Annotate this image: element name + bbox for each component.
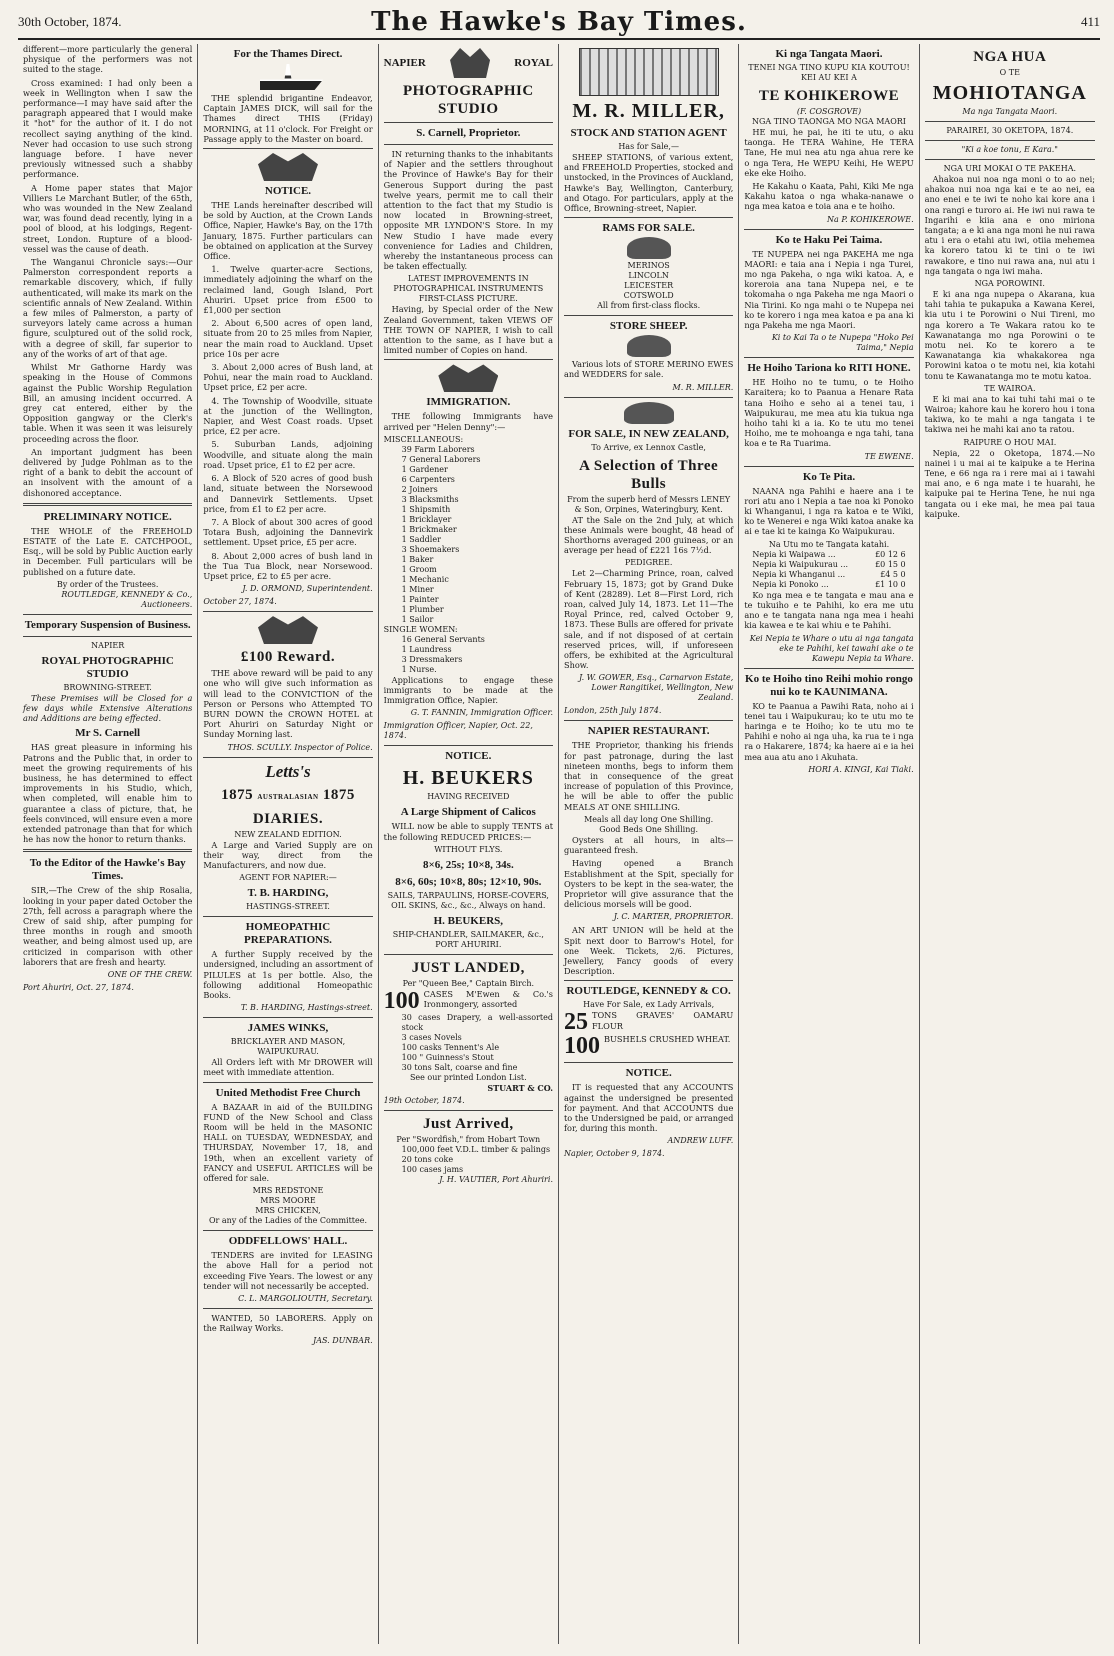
landed-100 <box>384 989 553 1013</box>
diary-heading: DIARIES. <box>252 810 324 827</box>
restaurant-oysters: Oysters at all hours, in alts—guaranteed fresh. <box>563 834 734 856</box>
arrived-sub: Per "Swordfish," from Hobart Town <box>396 1134 541 1144</box>
kohikerowe-text: HE mui, he pai, he iti te utu, o aku taonga. He TERA Wahine, He TERA Tane, He mui nea atu nga ahua rere ke o nga Tera, He WEPU Keihi, He WEPU eke eke Hoiho. <box>744 127 914 178</box>
divider <box>203 916 372 917</box>
restaurant-text: THE Proprietor, thanking his friends for past patronage, during the last nineteen months, begs to inform them that in consequence of the great increase of population of this Province, he will be able to offer the public MEALS AT ONE SHILLING. <box>563 740 734 812</box>
maori-heading: Ki nga Tangata Maori. <box>775 48 883 60</box>
section-text: E ki ana nga nupepa o Akarana, kua tahi tahia te pukapuka a Kawana Kerei, kia utu i te Porowini o Nui Tireni, mo nga korero a Te Wakara ratou ko te Kawanatanga mo nga Porowini o te motu nei. Ko te korero a te Kawanatanga kia whakakorea nga Porowini katoa o te motu nei, kia kotahi tonu te Kawanatanga mo te motu katoa. <box>924 289 1095 381</box>
divider <box>564 217 733 218</box>
studio-latest: LATEST IMPROVEMENTS IN PHOTOGRAPHICAL INSTRUMENTS <box>393 274 544 294</box>
divider <box>203 611 372 612</box>
diary-year-left: 1875 <box>221 786 254 803</box>
list-item: 6. A Block of 520 acres of good bush land, situate between the Norsewood and Dannevirk Settlements. Upset price, from £1 to £2 per acre. <box>203 473 373 514</box>
hoiho-heading: He Hoiho Tariona ko RITI HONE. <box>747 362 911 375</box>
column-6 <box>920 44 1100 1644</box>
pedigree-label: PEDIGREE. <box>624 558 673 568</box>
section-heading: TE WAIROA. <box>984 383 1036 393</box>
divider <box>564 1062 733 1063</box>
maori-sub: KEI AU KEI A <box>801 73 857 82</box>
studio-street: BROWNING-STREET. <box>63 682 152 692</box>
kohikerowe-sub: (F. COSGROVE) <box>796 107 862 116</box>
thames-heading: For the Thames Direct. <box>233 48 343 60</box>
list-item: 1 Gardener <box>401 464 448 474</box>
divider <box>384 745 553 746</box>
pita-heading: Ko Te Pita. <box>802 470 856 483</box>
beukers-prices: 8×6, 25s; 10×8, 34s. <box>422 858 514 871</box>
diary-text: A Large and Varied Supply are on their way, direct from the Manufacturers, and now due. <box>203 839 373 870</box>
list-item: 3 Dressmakers <box>401 654 463 664</box>
hoiho-text: HE Hoiho no te tumu, o te Hoiho Karaitera; ko to Paanua a Henare Rata tana Hoiho e seho ai a tenei tau, i Waipukurau, me mea atu kia tukua nga hoiho tahi ki a ia. Ko te utu mo tenei Hoiho, me te mohoanga e nga tahi, tana koa e te Ra Tuarima. <box>744 377 914 449</box>
maori-sub: TENEI NGA TINO KUPU KIA KOUTOU! <box>748 63 910 72</box>
prelim-by: By order of the Trustees. <box>56 579 159 589</box>
list-item: 30 tons Salt, coarse and fine <box>401 1062 518 1072</box>
immigration-text: THE following Immigrants have arrived per "Helen Denny":— <box>383 411 553 432</box>
article-text: Cross examined: I had only been a week in Wellington when I saw the performance—I may have said after the paragraph appeared that I would make it "hot" for the author of it. I do not recollect saying anything of the kind. Never had occasion to use such strong language before. I have never previously witnessed such a shabby performance. <box>23 77 193 180</box>
fare: £1 10 0 <box>875 579 906 589</box>
napier-label: NAPIER <box>91 640 125 650</box>
diary-small: AUSTRALASIAN <box>257 792 319 801</box>
table-row <box>752 570 905 580</box>
sheep-icon <box>627 335 671 357</box>
divider <box>203 148 372 149</box>
diary-agent-label: AGENT FOR NAPIER:— <box>239 873 337 883</box>
list-item: 30 cases Drapery, a well-assorted stock <box>401 1012 553 1032</box>
mohiotanga-motto: "Ki a koe tonu, E Kara." <box>961 145 1058 154</box>
bulls-heading: A Selection of Three Bulls <box>579 457 719 492</box>
table-row <box>752 560 905 570</box>
beukers-signature: H. BEUKERS, <box>433 914 504 927</box>
beukers-sub: HAVING RECEIVED <box>427 792 510 802</box>
list-item: 1 Sailor <box>401 614 434 624</box>
thames-text: THE splendid brigantine Endeavor, Captain JAMES DICK, will sail for the Thames direct THIS (Friday) MORNING, at 11 o'clock. For Freight or Passage apply to the Master on board. <box>203 93 373 144</box>
letter-place: Port Ahuriri, Oct. 27, 1874. <box>23 983 134 993</box>
rongo-signature: HORI A. KINGI, Kai Tiaki. <box>808 764 914 774</box>
notice-text: THE Lands hereinafter described will be sold by Auction, at the Crown Lands Office, Napier, Hawke's Bay, on the 17th January, 1875. Further particulars can be obtained on application at the Survey Office. <box>203 200 373 262</box>
notice-signature: J. D. ORMOND, Superintendent. <box>242 584 373 594</box>
pita-price-table <box>744 550 913 590</box>
routledge-number-text: TONS GRAVES' OAMARU FLOUR <box>591 1010 734 1031</box>
land-lots-list <box>203 264 372 581</box>
methodist-name: MRS REDSTONE <box>252 1186 324 1196</box>
ram-breed: MERINOS <box>627 261 670 271</box>
carnell-text: HAS great pleasure in informing his Patrons and the Public that, in order to meet the growing requirements of his business, he has determined to effect improvements in his Studio, which, when completed, will enable him to guarantee a class of picture, that, he feels convinced, will ensure even a more extended patronage than that for which he has now the honor to return thanks. <box>23 742 193 845</box>
list-item: 1 Baker <box>401 554 434 564</box>
divider <box>564 980 733 981</box>
pita-text-2: Ko nga mea e te tangata e mau ana e te tukuiho e te Pahihi, ko era me utu ano e te tangata nana nga mea i heahi kia kawea e te kai whiu e te Pahihi. <box>744 589 914 631</box>
winks-text: All Orders left with Mr DROWER will meet with immediate attention. <box>203 1057 373 1078</box>
restaurant-text-2: Having opened a Branch Establishment at the Spit, specially for Oysters to be kept in the sea-water, the Proprietor will give assurance that the delicious morsels will be good. <box>563 858 734 910</box>
misc-label: MISCELLANEOUS: <box>383 434 464 444</box>
royal-crest <box>384 48 553 78</box>
article-text: different—more particularly the general physique of the performers was not suited to the stage. <box>23 44 193 75</box>
list-item: 1 Mechanic <box>401 574 449 584</box>
divider <box>384 954 553 955</box>
divider <box>564 720 733 721</box>
table-row <box>752 550 905 560</box>
page-number: 411 <box>1080 14 1100 29</box>
article-text: Whilst Mr Gathorne Hardy was speaking in the House of Commons against the Public Worship Regulation Bill, an amusing incident occurred. A grey cat entered, either by the Opposition gangway or the Clerk's table. When it was seen it was leisurely proceeding across the floor. <box>23 362 193 444</box>
divider <box>744 357 913 358</box>
mohiotanga-subtitle: Ma nga Tangata Maori. <box>962 107 1058 116</box>
list-item: 6 Carpenters <box>401 474 455 484</box>
letts-brand: Letts's <box>265 761 311 781</box>
single-women-label: SINGLE WOMEN: <box>383 624 458 634</box>
diary-year-right: 1875 <box>322 786 355 803</box>
section-heading: NGA URI MOKAI O TE PAKEHA. <box>943 164 1077 173</box>
routledge-number-text: BUSHELS CRUSHED WHEAT. <box>603 1034 731 1045</box>
diary-agent-street: HASTINGS-STREET. <box>246 902 330 912</box>
routledge-number: 100 <box>563 1033 600 1060</box>
route: Nepia ki Waipawa ... <box>752 549 836 559</box>
studio-notice: These Premises will be Closed for a few days while Extensive Alterations and Additions are being effected. <box>23 692 193 724</box>
divider <box>23 503 192 506</box>
list-item: 8. About 2,000 acres of bush land in the Tua Tua Block, near Norsewood. Upset price, £2 to £5 per acre. <box>203 550 373 581</box>
winks-heading: JAMES WINKS, <box>247 1022 329 1035</box>
crown-emblem-icon <box>438 364 498 392</box>
letter-heading: To the Editor of the Hawke's Bay Times. <box>29 857 186 883</box>
beukers-text: WILL now be able to supply TENTS at the following REDUCED PRICES:— <box>383 821 553 842</box>
landed-list <box>384 1013 553 1073</box>
haku-heading: Ko te Haku Pei Taima. <box>775 233 883 246</box>
list-item: 5. Suburban Lands, adjoining Woodville, and situate along the main road. Upset price, £1 to £2 per acre. <box>203 439 373 470</box>
restaurant-meals: Meals all day long One Shilling. <box>584 814 714 824</box>
letter-signature: ONE OF THE CREW. <box>107 970 193 980</box>
notice-date: October 27, 1874. <box>203 597 277 607</box>
list-item: 1 Shipsmith <box>401 504 451 514</box>
wanted-text: WANTED, 50 LABORERS. Apply on the Railway Works. <box>203 1313 373 1334</box>
column-4 <box>559 44 739 1644</box>
divider <box>744 668 913 669</box>
divider <box>925 121 1095 122</box>
trades-list <box>384 445 553 625</box>
divider <box>744 466 913 467</box>
section-heading: RAIPURE O HOU MAI. <box>963 437 1057 447</box>
divider <box>925 159 1095 160</box>
column-2 <box>198 44 378 1644</box>
reward-heading: £100 Reward. <box>240 649 336 666</box>
nga-hua: NGA HUA <box>973 49 1047 65</box>
beukers-sails: SAILS, TARPAULINS, HORSE-COVERS, OIL SKINS, &c., &c., Always on hand. <box>387 890 549 910</box>
diary-sub: NEW ZEALAND EDITION. <box>234 829 342 839</box>
immigration-heading: IMMIGRATION. <box>426 396 511 409</box>
divider <box>203 757 372 758</box>
notice-text: IT is requested that any ACCOUNTS against the undersigned be presented for payment. And that ACCOUNTS due to the Undersigned be paid, or arranged for, during this month. <box>563 1082 734 1134</box>
hoiho-signature: TE EWENE. <box>864 451 914 461</box>
routledge-100 <box>564 1034 733 1058</box>
divider <box>384 359 553 360</box>
list-item: 1 Plumber <box>401 604 444 614</box>
notice-heading: NOTICE. <box>264 185 312 198</box>
section-text: E ki mai ana to kai tuhi tahi mai o te Wairoa; kahore kau he korero hou i tona takiwa, ko te mahi a nga tangata i te takiwa nei he mahi kai ano ta ratou. <box>924 393 1095 435</box>
list-item: 100 " Guinness's Stout <box>401 1052 494 1062</box>
landed-heading: JUST LANDED, <box>411 959 525 976</box>
bull-icon <box>624 402 674 424</box>
miller-has: Has for Sale,— <box>618 142 679 151</box>
napier-word: NAPIER <box>383 56 426 69</box>
kohikerowe-text-2: He Kakahu o Kaata, Pahi, Kiki Me nga Kakahu katoa o nga whaka-nanawe o nga mea katoa e toia ana e te hoiho. <box>744 181 914 212</box>
list-item: 3 Shoemakers <box>401 544 460 554</box>
miller-heading: M. R. MILLER, <box>572 100 725 122</box>
list-item: 1 Saddler <box>401 534 441 544</box>
routledge-number: 25 <box>563 1009 588 1036</box>
immigration-signature: G. T. FANNIN, Immigration Officer. <box>410 708 553 718</box>
diary-agent: T. B. HARDING, <box>247 887 329 900</box>
routledge-sub: Have For Sale, ex Lady Arrivals, <box>583 1000 715 1010</box>
divider <box>564 397 733 398</box>
restaurant-heading: NAPIER RESTAURANT. <box>587 725 710 738</box>
list-item: 1 Bricklayer <box>401 514 452 524</box>
notice-place: Napier, October 9, 1874. <box>563 1149 665 1159</box>
landed-date: 19th October, 1874. <box>383 1095 465 1105</box>
list-item: 3. About 2,000 acres of Bush land, at Pohui, near the main road to Auckland. Upset price, £2 per acre. <box>203 362 373 393</box>
store-text: Various lots of STORE MERINO EWES and WEDDERS for sale. <box>563 359 734 380</box>
list-item: 1 Laundress <box>401 644 452 654</box>
issue-date: 30th October, 1874. <box>18 14 122 29</box>
studio-heading: PHOTOGRAPHIC STUDIO <box>402 83 534 117</box>
beukers-signature-sub: SHIP-CHANDLER, SAILMAKER, &c., PORT AHURIRI. <box>392 929 544 949</box>
list-item: 39 Farm Laborers <box>401 444 475 454</box>
landed-number: 100 <box>383 987 420 1014</box>
landed-sub: Per "Queen Bee," Captain Birch. <box>402 978 535 988</box>
letter-text: SIR,—The Crew of the ship Rosalia, looking in your paper dated October the 27th, fell across a paragraph where the Crew of said ship, after pumping for three months in rough and smooth weather, and being almost used up, are criticized in comparison with other laborers that are fresh and hearty. <box>23 885 193 967</box>
haku-signature: Ki to Kai Ta o te Nupepa "Hoko Pei Taima," Nepia <box>771 333 914 353</box>
ship-icon <box>253 64 323 90</box>
store-signature: M. R. MILLER. <box>672 382 734 392</box>
pedigree-text: Let 2—Charming Prince, roan, calved February 15, 1873; got by Grand Duke of Kent (28289). Let 8—First Lord, rich roan, calved July 14, 1873. Let 11—The Royal Prince, red, calved October 9, 1873. These Bulls are offered for private sale, and if not disposed of at certain reserved prices, will, if unforeseen offers, be exhibited at the Agricultural Show. <box>563 568 734 671</box>
list-item: 2 Joiners <box>401 484 438 494</box>
column-1 <box>18 44 198 1644</box>
royal-word: ROYAL <box>514 56 553 69</box>
list-item: 100 cases jams <box>401 1164 464 1174</box>
divider <box>23 614 192 615</box>
divider <box>564 315 733 316</box>
restaurant-beds: Good Beds One Shilling. <box>599 824 699 834</box>
divider <box>203 1082 372 1083</box>
arrived-list <box>384 1145 553 1175</box>
list-item: 7 General Laborers <box>401 454 481 464</box>
list-item: 7. A Block of about 300 acres of good Totara Bush, adjoining the Dannevirk settlement. Upset price, £5 per acre. <box>203 516 373 548</box>
prelim-signature: ROUTLEDGE, KENNEDY & Co., Auctioneers. <box>61 589 193 609</box>
divider <box>384 144 553 145</box>
shop-illustration-icon <box>579 48 719 96</box>
newspaper-title: The Hawke's Bay Times. <box>371 7 747 37</box>
list-item: 1 Brickmaker <box>401 524 457 534</box>
reward-signature: THOS. SCULLY. Inspector of Police. <box>227 742 373 752</box>
landed-number-text: CASES M'Ewen & Co.'s Ironmongery, assorted <box>423 988 553 1010</box>
divider <box>23 636 192 637</box>
list-item: 1. Twelve quarter-acre Sections, immediately adjoining the wharf on the reclaimed land, Gough Island, Port Ahuriri. Upset price from £500 to £1,000 per section <box>203 264 373 316</box>
methodist-close: Or any of the Ladies of the Committee. <box>208 1216 368 1226</box>
divider <box>744 229 913 230</box>
routledge-heading: ROUTLEDGE, KENNEDY & CO. <box>566 985 731 998</box>
mohiotanga-title: MOHIOTANGA <box>932 82 1087 104</box>
reward-text: THE above reward will be paid to any one who will give such information as will lead to the CONVICTION of the Person or Persons who Attempted TO BURN DOWN the CROWN HOTEL at Port Ahuriri on Saturday Night or Sunday Morning last. <box>203 668 373 740</box>
list-item: 3 cases Novels <box>401 1032 462 1042</box>
o-te: O TE <box>999 68 1020 77</box>
article-text: A Home paper states that Major Villiers Le Marchant Butler, of the 65th, who was wounded in the New Zealand war, was found dead recently, lying in a pool of blood, at his lodgings, Regent-street, London. Rupture of a blood-vessel was the cause of death. <box>23 182 193 254</box>
list-item: 100 casks Tennent's Ale <box>401 1042 500 1052</box>
women-list <box>384 635 553 675</box>
arrived-signature: J. H. VAUTIER, Port Ahuriri. <box>439 1174 553 1184</box>
section-text: Ahakoa nui noa nga moni o to ao nei; ahakoa nui noa nga kai e te ao nei, ea ano enei e te iwi te noho kai kore ana i ona rangi e turoro ai. He iwi nui rawa te Ingarihi e kiia ana e ono miriona tangata; a e ki ana nga moni he nui rawa atu i era o etahi atu iwi, otiia mehemea ka korero tatou ki te tini o te iwi rawakore, e tino nui rawa ana, nui atu i nga tangata o nga iwi maha. <box>924 174 1095 276</box>
list-item: 3 Blacksmiths <box>401 494 459 504</box>
rongo-heading: Ko te Hoiho tino Reihi mohio rongo nui ko te KAUNIMANA. <box>745 672 913 698</box>
list-item: 20 tons coke <box>401 1154 454 1164</box>
mohiotanga-date: PARAIREI, 30 OKETOPA, 1874. <box>946 126 1074 135</box>
divider <box>384 122 553 123</box>
fare: £0 15 0 <box>875 559 906 569</box>
store-heading: STORE SHEEP. <box>609 320 688 333</box>
methodist-name: MRS CHICKEN, <box>255 1206 321 1216</box>
list-item: 1 Miner <box>401 584 434 594</box>
notice-heading: NOTICE. <box>625 1067 672 1080</box>
landed-signature: STUART & CO. <box>487 1082 553 1093</box>
immigration-close: Applications to engage these immigrants to be made at the Immigration Office, Napier. <box>383 674 553 706</box>
sale-heading: FOR SALE, IN NEW ZEALAND, <box>568 427 729 440</box>
masthead <box>18 7 1100 40</box>
article-text: An important judgment has been delivered by Judge Pohlman as to the right of a bank to debit the account of an insolvent with the amount of a dishonored acceptance. <box>23 446 193 498</box>
landed-close: See our printed London List. <box>409 1072 527 1082</box>
route: Nepia ki Ponoko ... <box>752 579 829 589</box>
studio-text: IN returning thanks to the inhabitants of Napier and the settlers throughout the Province of Hawke's Bay for their Generous Support during the past twelve years, permit me to call their attention to the fact that my Studio is now located in Browning-street, opposite MR LYNDON'S Store. In my New Studio I have made every convenience for Ladies and Children, whereby the instantaneous process can be taken effectually. <box>383 149 553 272</box>
bulls-sub: From the superb herd of Messrs LENEY & Son, Orpines, Wateringbury, Kent. <box>567 494 731 514</box>
prelim-notice-heading: PRELIMINARY NOTICE. <box>43 510 172 523</box>
list-item: 100,000 feet V.D.L. timber & palings <box>401 1144 551 1154</box>
miller-sub: STOCK AND STATION AGENT <box>570 127 727 139</box>
art-union-text: AN ART UNION will be held at the Spit next door to Barrow's Hotel, for one Week. Tickets, 2/6. Pictures, Jewellery, Fancy goods of every Description. <box>563 925 734 977</box>
beukers-prices: 8×6, 60s; 10×8, 80s; 12×10, 90s. <box>395 875 542 888</box>
homeo-signature: T. B. HARDING, Hastings-street. <box>240 1003 373 1013</box>
divider <box>925 140 1095 141</box>
list-item: 4. The Township of Woodville, situate at the junction of the Wellington, Napier, and West Coast roads. Upset price, £2 per acre. <box>203 395 373 437</box>
crown-emblem-icon <box>258 153 318 181</box>
fare: £4 5 0 <box>880 569 906 579</box>
methodist-text: A BAZAAR in aid of the BUILDING FUND of the New School and Class Room will be held in the MASONIC HALL on TUESDAY, WEDNESDAY, and THURSDAY, November 17, 18, and 19th, when an excellent variety of FANCY and USEFUL ARTICLES will be offered for sale. <box>203 1101 373 1183</box>
bulls-text: AT the Sale on the 2nd July, at which these Animals were bought, 48 head of Shorthorns averaged 200 guineas, or an average per head of £221 16s 7½d. <box>563 514 734 556</box>
royal-crest-icon <box>450 48 490 78</box>
pita-text: NAANA nga Pahihi e haere ana i te rori atu ano i Nepia a tae noa ki Ponoko ki Whanganui, i nga ra katoa e te Wiki, ko te Wenerei e nga Wiki katoa anake ka ai e tae ki te kainga Ko Waipukurau. <box>744 485 914 537</box>
prelim-notice-text: THE WHOLE of the FREEHOLD ESTATE of the Late E. CATCHPOOL, Esq., will be sold by Public Auction early in December. Full particulars will be published on a future date. <box>23 525 193 577</box>
divider <box>384 1110 553 1111</box>
kohikerowe-signature: Na P. KOHIKEROWE. <box>827 214 914 224</box>
divider <box>203 1017 372 1018</box>
haku-text: TE NUPEPA nei nga PAKEHA me nga MAORI: e taia ana i Nepia i nga Turei, mo nga Pakeha, o nga wiki katoa. A, e koreroia ana tana Nupepa nei, e te tokomaha o nga Pakeha me nga Maori o Nia Tirini. Ko nga mahi o te Nupepa nei ko te korero i nga mea katoa e pa ana ki nga Pakeha me nga Maori. <box>744 248 914 331</box>
pita-prices-label: Na Utu mo te Tangata katahi. <box>768 539 890 549</box>
arrived-heading: Just Arrived, <box>422 1115 514 1132</box>
pita-signature: Kei Nepia te Whare o utu ai nga tangata eke te Pahihi, kei tawahi ake o te Kawepu Nepia ta Whare. <box>749 633 914 663</box>
notice-signature: ANDREW LUFF. <box>667 1136 734 1146</box>
gower-place: London, 25th July 1874. <box>563 706 662 716</box>
column-5 <box>739 44 919 1644</box>
oddfellows-heading: ODDFELLOWS' HALL. <box>228 1235 348 1248</box>
section-heading: NGA POROWINI. <box>974 279 1045 289</box>
column-3 <box>379 44 559 1644</box>
sale-sub: To Arrive, ex Lennox Castle, <box>591 442 706 452</box>
divider <box>23 849 192 852</box>
beukers-heading: H. BEUKERS <box>402 767 534 790</box>
list-item: 1 Nurse. <box>401 664 437 674</box>
list-item: 1 Groom <box>401 564 437 574</box>
winks-place: WAIPUKURAU. <box>257 1047 319 1057</box>
methodist-heading: United Methodist Free Church <box>215 1086 361 1099</box>
studio-text-2: Having, by Special order of the New Zealand Government, taken VIEWS OF THE TOWN OF NAPIER, I wish to call attention to the same, as I have but a limited number of Copies on hand. <box>383 304 553 356</box>
ram-breed: COTSWOLD <box>623 291 674 301</box>
list-item: 2. About 6,500 acres of open land, situate from 20 to 25 miles from Napier, near the main road to Auckland. Upset price 10s per acre <box>203 318 373 359</box>
crown-emblem-icon <box>258 616 318 644</box>
list-item: 16 General Servants <box>401 634 485 644</box>
homeo-text: A further Supply received by the undersigned, including an assortment of PILULES at 1s per bottle. Also, the following additional Homeopathic Books. <box>203 949 373 1000</box>
winks-sub: BRICKLAYER AND MASON, <box>230 1037 346 1047</box>
gower-signature: J. W. GOWER, Esq., Carnarvon Estate, Lower Rangitikei, Wellington, New Zealand. <box>579 673 734 703</box>
immigration-place: Immigration Officer, Napier, Oct. 22, 1874. <box>383 721 533 741</box>
beukers-calicos: A Large Shipment of Calicos <box>400 806 536 819</box>
temporary-suspension-heading: Temporary Suspension of Business. <box>24 618 191 631</box>
kohikerowe-heading: TE KOHIKEROWE <box>758 88 900 104</box>
route: Nepia ki Waipukurau ... <box>752 559 849 569</box>
divider <box>203 1230 372 1231</box>
studio-first: FIRST-CLASS PICTURE. <box>418 294 518 304</box>
miller-text: SHEEP STATIONS, of various extent, and FREEHOLD Properties, stocked and unstocked, in the Provinces of Auckland, Hawke's Bay, Wellington, Canterbury, and Otago. For particulars, apply at the Office, Browning-street, Napier. <box>563 152 734 214</box>
homeo-heading: HOMEOPATHIC PREPARATIONS. <box>244 921 332 947</box>
columns <box>18 44 1100 1644</box>
wanted-signature: JAS. DUNBAR. <box>313 1336 373 1346</box>
ram-breed: LEICESTER <box>624 281 674 291</box>
table-row <box>752 580 905 590</box>
oddfellows-text: TENDERS are invited for LEASING the above Hall for a period not exceeding Five Years. The lowest or any tender will not necessarily be accepted. <box>203 1250 373 1291</box>
studio-proprietor: S. Carnell, Proprietor. <box>416 127 521 139</box>
article-text: The Wanganui Chronicle says:—Our Palmerston correspondent reports a remarkable discovery, which, if fully authenticated, will make its mark on the scientific annals of New Zealand. Within a few miles of Palmerston, a party of surveyors lately came across a human figure, sculptured out of the solid rock, with a degree of skill, far superior to any of the works of art of that age. <box>23 257 193 359</box>
kohikerowe-sub-2: NGA TINO TAONGA MO NGA MAORI <box>751 117 906 126</box>
beukers-without: WITHOUT FLYS. <box>434 844 503 854</box>
carnell-heading: Mr S. Carnell <box>75 727 141 740</box>
methodist-name: MRS MOORE <box>260 1196 316 1206</box>
fare: £0 12 6 <box>875 549 906 559</box>
oddfellows-signature: C. L. MARGOLIOUTH, Secretary. <box>238 1294 373 1304</box>
rongo-text: KO te Paanua a Pawihi Rata, noho ai i tenei tau i Waipukurau; ko te utu mo te haringa e te Hoiho; ko te utu mo te Pahihi e noho ai nga uha, ka rua te i nga ra o Hakarere, 1874; ka haere ai e ia hei mea aua atu ano i Akuhata. <box>744 700 914 762</box>
sheep-icon <box>627 237 671 259</box>
section-text: Nepia, 22 o Oketopa, 1874.—No nainei i u mai ai te kaipuke a te Herina Tene, e 66 nga ra i rere mai ai i tawahi mai ano, e 6 nga mate i te huarahi, he kaipuke pai te Herina Tene, he nui nga tangata ou i eke mai, he mea pai taua kaipuke. <box>924 447 1095 519</box>
route: Nepia ki Whanganui ... <box>752 569 846 579</box>
rams-heading: RAMS FOR SALE. <box>602 222 695 235</box>
rams-close: All from first-class flocks. <box>597 301 701 311</box>
divider <box>203 1308 372 1309</box>
list-item: 1 Painter <box>401 594 439 604</box>
diary-years <box>203 786 372 806</box>
routledge-25 <box>564 1010 733 1034</box>
restaurant-signature: J. C. MARTER, PROPRIETOR. <box>613 912 734 922</box>
ram-breed: LINCOLN <box>628 271 669 281</box>
notice-heading: NOTICE. <box>445 750 492 763</box>
studio-heading: ROYAL PHOTOGRAPHIC STUDIO <box>41 654 174 680</box>
